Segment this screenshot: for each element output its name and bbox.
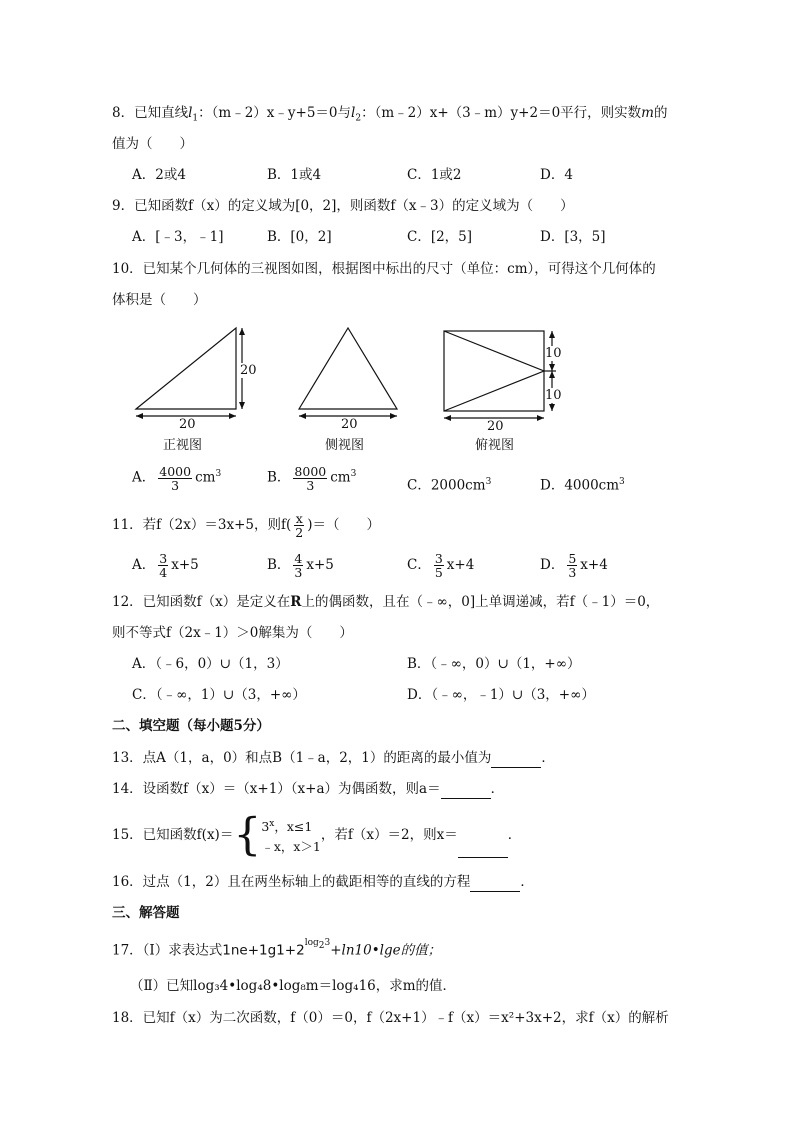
- side-view-triangle: [299, 328, 397, 409]
- q11-option-c[interactable]: C． $\frac{3}{5}$ x+4: [407, 551, 475, 580]
- q10-line2: 体积是（ ）: [112, 292, 207, 308]
- q12-option-b[interactable]: B．（﹣∞，0）∪（1，+∞）: [407, 656, 581, 672]
- q10-option-c[interactable]: C．$2000cm^3$: [407, 477, 492, 494]
- front-view-caption: 正视图: [163, 438, 203, 453]
- q13-answer-blank[interactable]: [491, 753, 541, 768]
- top-width-label: 20: [487, 419, 504, 434]
- q9-option-b[interactable]: B．[0，2]: [267, 229, 332, 245]
- q12-option-a[interactable]: A．（﹣6，0）∪（1，3）: [132, 656, 289, 672]
- q15-piecewise: 3$^x$，x≤1 ﹣x，x＞1: [261, 818, 321, 855]
- q11-option-d[interactable]: D． $\frac{5}{3}$ x+4: [540, 551, 608, 580]
- q12-line1: 12．已知函数f（x）是定义在R上的偶函数，且在（﹣∞，0]上单调递减，若f（﹣1）＝0，: [112, 594, 660, 610]
- front-height-label: 20: [240, 363, 257, 378]
- q8-option-a[interactable]: A．2或4: [132, 167, 186, 183]
- q10-option-d[interactable]: D．$4000cm^3$: [540, 477, 625, 494]
- q8-line2: 值为（ ）: [112, 136, 193, 152]
- q14-answer-blank[interactable]: [441, 784, 491, 799]
- q15-answer-blank[interactable]: [458, 843, 508, 858]
- q16-answer-blank[interactable]: [470, 877, 520, 892]
- q10-option-a[interactable]: A． $\frac{4000}{3}$ $cm^3$: [132, 463, 222, 493]
- side-view-caption: 侧视图: [325, 438, 365, 453]
- section-fill-in-heading: 二、填空题（每小题5分）: [112, 718, 270, 734]
- q9-stem: 9．已知函数f（x）的定义域为[0，2]，则函数f（x﹣3）的定义域为（ ）: [112, 198, 574, 214]
- q8-option-b[interactable]: B．1或4: [267, 167, 322, 183]
- q11-option-b[interactable]: B． $\frac{4}{3}$ x+5: [267, 551, 334, 580]
- top-lower-height-label: 10: [545, 388, 562, 403]
- q11-stem: 11．若f（2x）＝3x+5，则f( $\frac{x}{2}$ )＝（ ）: [112, 511, 380, 540]
- q8-option-d[interactable]: D．4: [540, 167, 573, 183]
- q16-stem: 16．过点（1，2）且在两坐标轴上的截距相等的直线的方程 ．: [112, 874, 534, 890]
- q12-line2: 则不等式f（2x﹣1）＞0解集为（ ）: [112, 625, 353, 641]
- q13-stem: 13．点A（1，a，0）和点B（1﹣a，2，1）的距离的最小值为 ．: [112, 750, 555, 766]
- q8-line1: 8．已知直线$l_1$：（m﹣2）x﹣y+5＝0与$l_2$：（m﹣2）x+（3﹣m）y+2＝0平行，则实数m的: [112, 105, 668, 124]
- q9-option-d[interactable]: D．[3，5]: [540, 229, 606, 245]
- top-view-caption: 俯视图: [475, 438, 515, 453]
- q12-option-d[interactable]: D．（﹣∞，﹣1）∪（3，+∞）: [407, 687, 595, 703]
- q9-option-c[interactable]: C．[2，5]: [407, 229, 473, 245]
- q8-option-c[interactable]: C．1或2: [407, 167, 462, 183]
- top-upper-height-label: 10: [545, 346, 562, 361]
- q10-option-b[interactable]: B． $\frac{8000}{3}$ $cm^3$: [267, 463, 357, 493]
- q9-option-a[interactable]: A．[﹣3，﹣1]: [132, 229, 224, 245]
- q12-option-c[interactable]: C．（﹣∞，1）∪（3，+∞）: [132, 687, 306, 703]
- q8-number: 8．: [112, 105, 135, 121]
- q18-stem: 18．已知f（x）为二次函数，f（0）＝0，f（2x+1）﹣f（x）＝x²+3x+2，求f（x）的解析: [112, 1010, 669, 1026]
- q17-part2: （Ⅱ）已知log₃4•log₄8•log₈m＝log₄16，求m的值．: [130, 978, 457, 994]
- three-views-figure: [0, 320, 794, 455]
- section-solve-heading: 三、解答题: [112, 905, 180, 921]
- top-view-inner-triangle: [444, 331, 544, 411]
- front-view-triangle: [136, 328, 236, 409]
- q11-option-a[interactable]: A． $\frac{3}{4}$ x+5: [132, 551, 199, 580]
- q10-line1: 10．已知某个几何体的三视图如图，根据图中标出的尺寸（单位：cm），可得这个几何体的: [112, 261, 656, 277]
- q15-stem: 15．已知函数f(x)＝{ 3$^x$，x≤1 ﹣x，x＞1 ，若f（x）＝2，则x＝ ．: [112, 809, 522, 861]
- side-width-label: 20: [341, 417, 358, 432]
- top-view-rectangle: [444, 331, 544, 411]
- q14-stem: 14．设函数f（x）＝（x+1）（x+a）为偶函数，则a＝ ．: [112, 781, 505, 797]
- front-width-label: 20: [179, 417, 196, 432]
- q17-part1: 17．（Ⅰ）求表达式$1ne+1g1+2^{log_23}+\ln 10•\lg e$的值；: [112, 938, 442, 959]
